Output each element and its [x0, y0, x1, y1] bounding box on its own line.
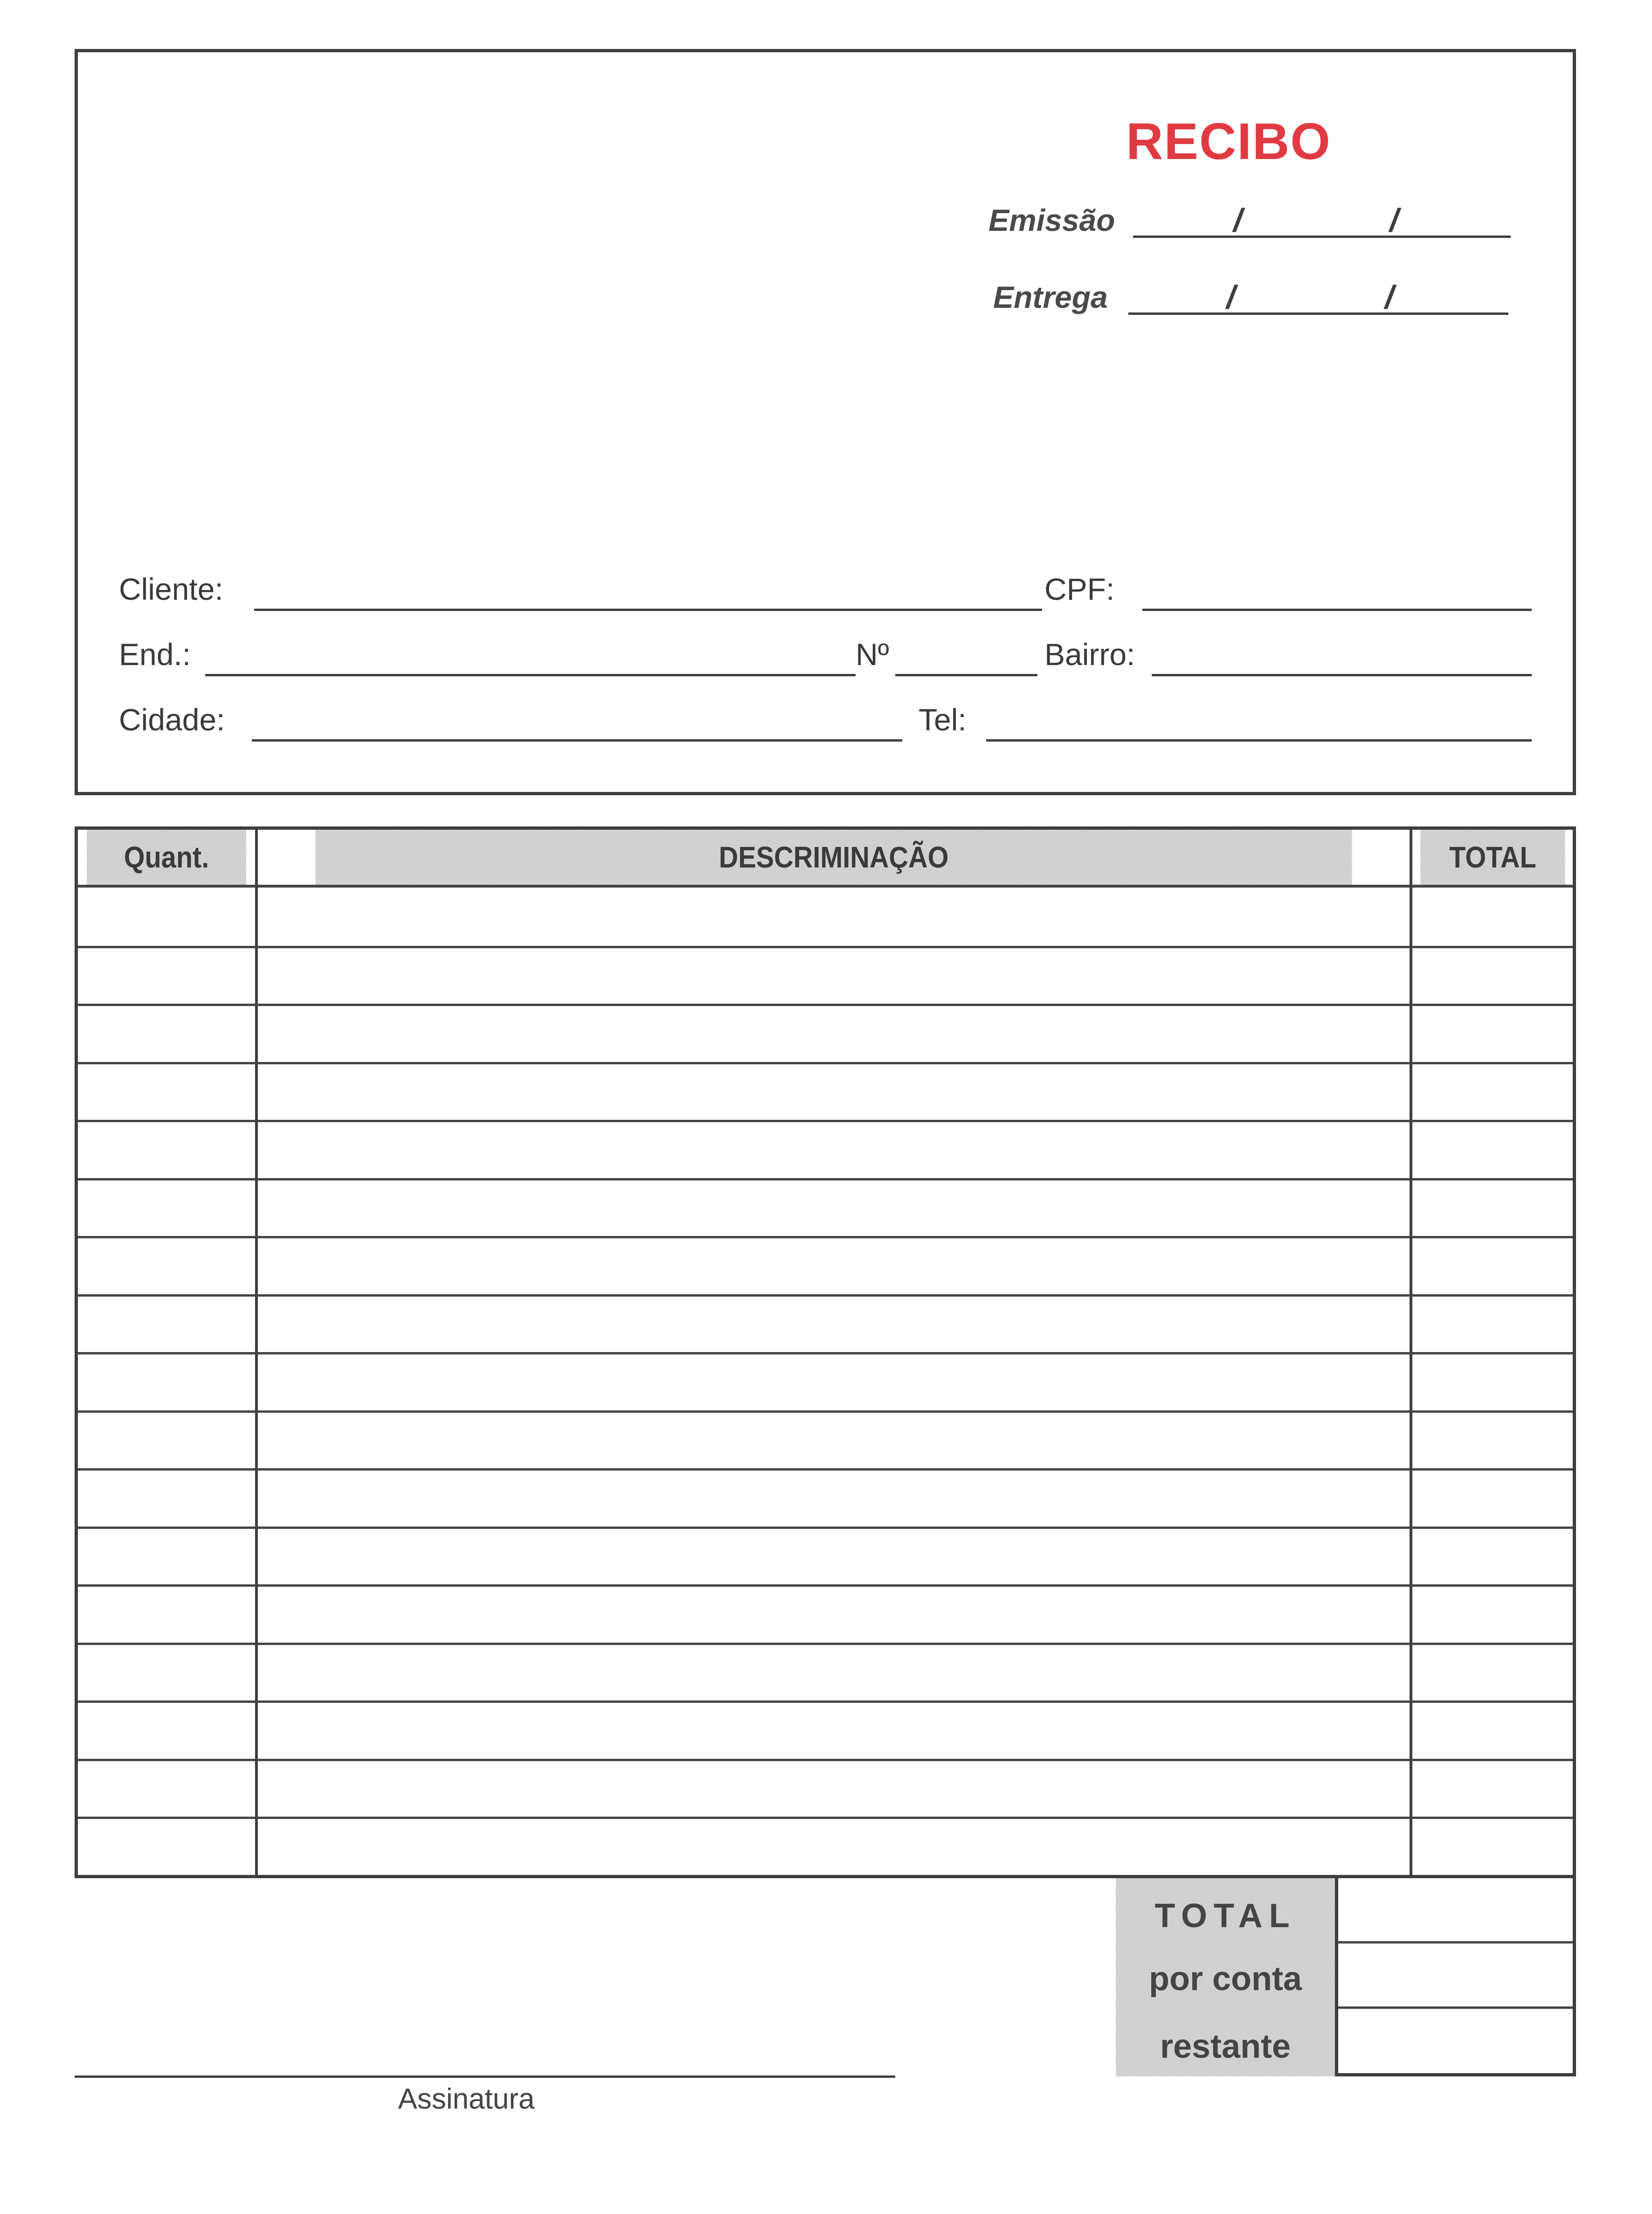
- por-conta-label: por conta: [1148, 1960, 1302, 1998]
- table-cell-quant[interactable]: [78, 948, 255, 1002]
- table-cell-descriminacao[interactable]: [258, 1645, 1410, 1699]
- endereco-label: End.:: [119, 637, 191, 672]
- table-cell-quant[interactable]: [78, 1122, 255, 1176]
- table-cell-quant[interactable]: [78, 1761, 255, 1815]
- entrega-month-field[interactable]: [1250, 312, 1408, 315]
- receipt-title: RECIBO: [1126, 113, 1331, 170]
- table-cell-quant[interactable]: [78, 1354, 255, 1409]
- table-cell-total[interactable]: [1412, 1006, 1573, 1060]
- entrega-year-field[interactable]: [1403, 312, 1508, 315]
- table-cell-descriminacao[interactable]: [258, 1006, 1410, 1060]
- column-header-descriminacao: DESCRIMINAÇÃO: [316, 830, 1352, 885]
- table-cell-quant[interactable]: [78, 1006, 255, 1060]
- table-cell-descriminacao[interactable]: [258, 889, 1410, 944]
- table-cell-total[interactable]: [1412, 1702, 1573, 1757]
- table-cell-descriminacao[interactable]: [258, 1238, 1410, 1292]
- table-cell-quant[interactable]: [78, 1296, 255, 1351]
- header-box: [75, 49, 1576, 795]
- table-cell-quant[interactable]: [78, 1412, 255, 1467]
- entrega-label: Entrega: [993, 280, 1108, 314]
- table-cell-quant[interactable]: [78, 1470, 255, 1525]
- table-cell-quant[interactable]: [78, 889, 255, 944]
- emissao-row: [988, 191, 1515, 238]
- table-cell-quant[interactable]: [78, 1180, 255, 1235]
- header-divider: [78, 885, 1573, 888]
- table-cell-descriminacao[interactable]: [258, 1586, 1410, 1641]
- bairro-field[interactable]: [1152, 646, 1532, 676]
- table-cell-total[interactable]: [1412, 1122, 1573, 1176]
- table-cell-descriminacao[interactable]: [258, 1470, 1410, 1525]
- table-cell-total[interactable]: [1412, 1528, 1573, 1583]
- table-cell-total[interactable]: [1412, 1818, 1573, 1873]
- table-cell-total[interactable]: [1412, 1238, 1573, 1292]
- table-cell-descriminacao[interactable]: [258, 1761, 1410, 1815]
- table-cell-total[interactable]: [1412, 1645, 1573, 1699]
- table-cell-total[interactable]: [1412, 1296, 1573, 1351]
- cidade-field[interactable]: [252, 711, 902, 742]
- numero-label: Nº: [856, 637, 889, 672]
- table-cell-descriminacao[interactable]: [258, 1818, 1410, 1873]
- table-cell-total[interactable]: [1412, 1586, 1573, 1641]
- table-cell-total[interactable]: [1412, 1180, 1573, 1235]
- cliente-field[interactable]: [254, 581, 1042, 611]
- cpf-field[interactable]: [1142, 581, 1532, 611]
- restante-label: restante: [1160, 2028, 1291, 2065]
- cidade-label: Cidade:: [119, 702, 225, 737]
- bairro-label: Bairro:: [1044, 637, 1135, 672]
- table-cell-descriminacao[interactable]: [258, 1296, 1410, 1351]
- items-table: [75, 826, 1576, 1878]
- table-cell-total[interactable]: [1412, 889, 1573, 944]
- table-cell-quant[interactable]: [78, 1586, 255, 1641]
- emissao-slash-2: /: [1389, 202, 1399, 238]
- table-cell-descriminacao[interactable]: [258, 1412, 1410, 1467]
- por-conta-value-field[interactable]: [1338, 1943, 1573, 2009]
- table-cell-total[interactable]: [1412, 1064, 1573, 1118]
- tel-label: Tel:: [919, 702, 967, 737]
- signature-label: Assinatura: [398, 2083, 535, 2115]
- table-cell-quant[interactable]: [78, 1818, 255, 1873]
- column-header-quant: Quant.: [87, 830, 246, 885]
- emissao-slash-1: /: [1233, 202, 1243, 238]
- entrega-row: [993, 268, 1511, 315]
- table-cell-quant[interactable]: [78, 1064, 255, 1118]
- total-label-panel: [1116, 1878, 1335, 2076]
- table-cell-descriminacao[interactable]: [258, 1064, 1410, 1118]
- table-cell-descriminacao[interactable]: [258, 1354, 1410, 1409]
- table-cell-quant[interactable]: [78, 1528, 255, 1583]
- numero-field[interactable]: [895, 646, 1037, 676]
- tel-field[interactable]: [986, 711, 1532, 742]
- table-cell-total[interactable]: [1412, 1412, 1573, 1467]
- total-value-field[interactable]: [1338, 1878, 1573, 1943]
- emissao-year-field[interactable]: [1408, 236, 1511, 238]
- table-cell-quant[interactable]: [78, 1238, 255, 1292]
- table-cell-quant[interactable]: [78, 1645, 255, 1699]
- table-cell-total[interactable]: [1412, 1761, 1573, 1815]
- table-cell-quant[interactable]: [78, 1702, 255, 1757]
- totals-box: [1335, 1875, 1576, 2076]
- table-cell-descriminacao[interactable]: [258, 1702, 1410, 1757]
- cliente-label: Cliente:: [119, 572, 223, 606]
- column-header-total: TOTAL: [1420, 830, 1565, 885]
- emissao-label: Emissão: [988, 203, 1115, 237]
- table-cell-total[interactable]: [1412, 948, 1573, 1002]
- entrega-slash-2: /: [1385, 279, 1394, 315]
- table-cell-descriminacao[interactable]: [258, 948, 1410, 1002]
- signature-line[interactable]: [75, 2075, 895, 2078]
- table-cell-total[interactable]: [1412, 1470, 1573, 1525]
- table-cell-descriminacao[interactable]: [258, 1528, 1410, 1583]
- total-label: TOTAL: [1154, 1897, 1296, 1935]
- table-cell-descriminacao[interactable]: [258, 1180, 1410, 1235]
- endereco-field[interactable]: [205, 646, 856, 676]
- table-cell-descriminacao[interactable]: [258, 1122, 1410, 1176]
- restante-value-field[interactable]: [1338, 2009, 1573, 2072]
- cpf-label: CPF:: [1044, 572, 1115, 606]
- entrega-slash-1: /: [1226, 279, 1236, 315]
- table-cell-total[interactable]: [1412, 1354, 1573, 1409]
